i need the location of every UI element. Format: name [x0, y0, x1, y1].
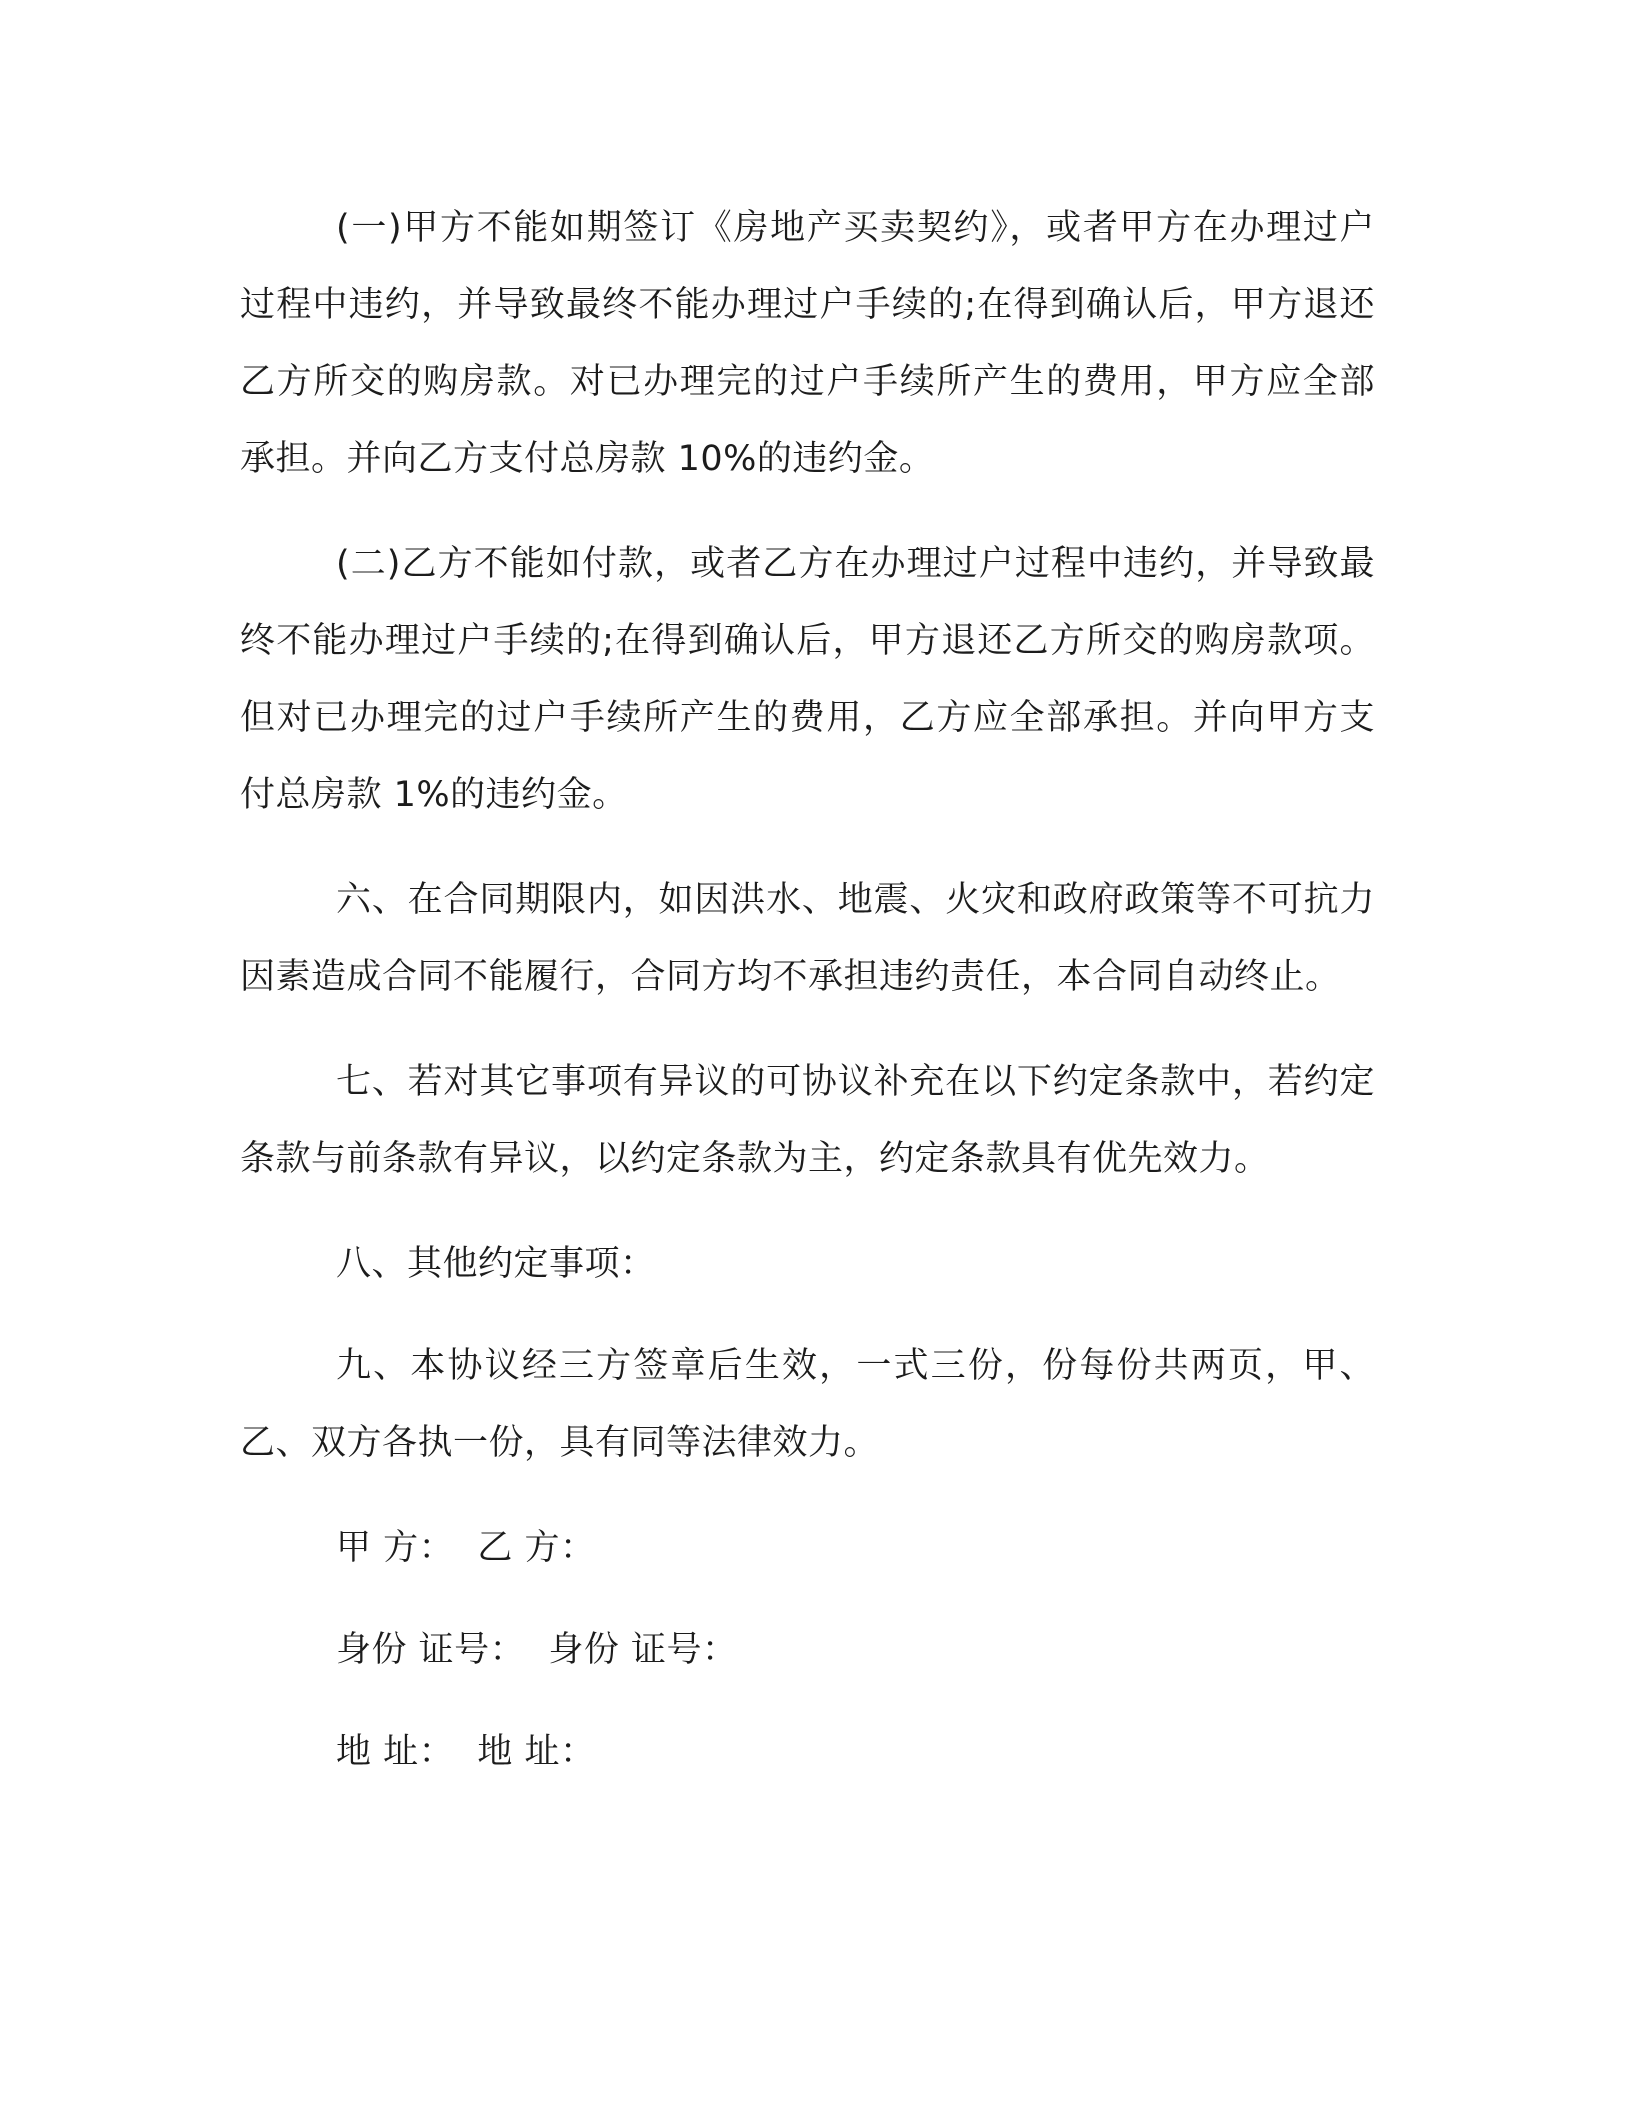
clause-eight-other-matters: 八、其他约定事项： [336, 1244, 656, 1284]
clause-nine-effectiveness: 九、本协议经三方签章后生效，一式三份，份每份共两页，甲、乙、双方各执一份，具有同等法律效力。 [240, 1346, 1375, 1463]
clause-breach-party-b: (二)乙方不能如付款，或者乙方在办理过户过程中违约，并导致最终不能办理过户手续的;在得到确认后，甲方退还乙方所交的购房款项。但对已办理完的过户手续所产生的费用，乙方应全部承担。并向甲方支付总房款 1%的违约金。 [240, 544, 1375, 815]
clause-seven-supplementary: 七、若对其它事项有异议的可协议补充在以下约定条款中，若约定条款与前条款有异议，以约定条款为主，约定条款具有优先效力。 [240, 1062, 1375, 1179]
signature-addresses: 地 址： 地 址： [336, 1732, 596, 1772]
signature-parties: 甲 方： 乙 方： [336, 1528, 596, 1568]
clause-breach-party-a: (一)甲方不能如期签订《房地产买卖契约》，或者甲方在办理过户过程中违约，并导致最终不能办理过户手续的;在得到确认后，甲方退还乙方所交的购房款。对已办理完的过户手续所产生的费用，甲方应全部承担。并向乙方支付总房款 10%的违约金。 [240, 208, 1375, 479]
signature-id-numbers: 身份 证号： 身份 证号： [336, 1630, 738, 1670]
clause-six-force-majeure: 六、在合同期限内，如因洪水、地震、火灾和政府政策等不可抗力因素造成合同不能履行，合同方均不承担违约责任，本合同自动终止。 [240, 880, 1375, 997]
document-body [240, 190, 1375, 1816]
